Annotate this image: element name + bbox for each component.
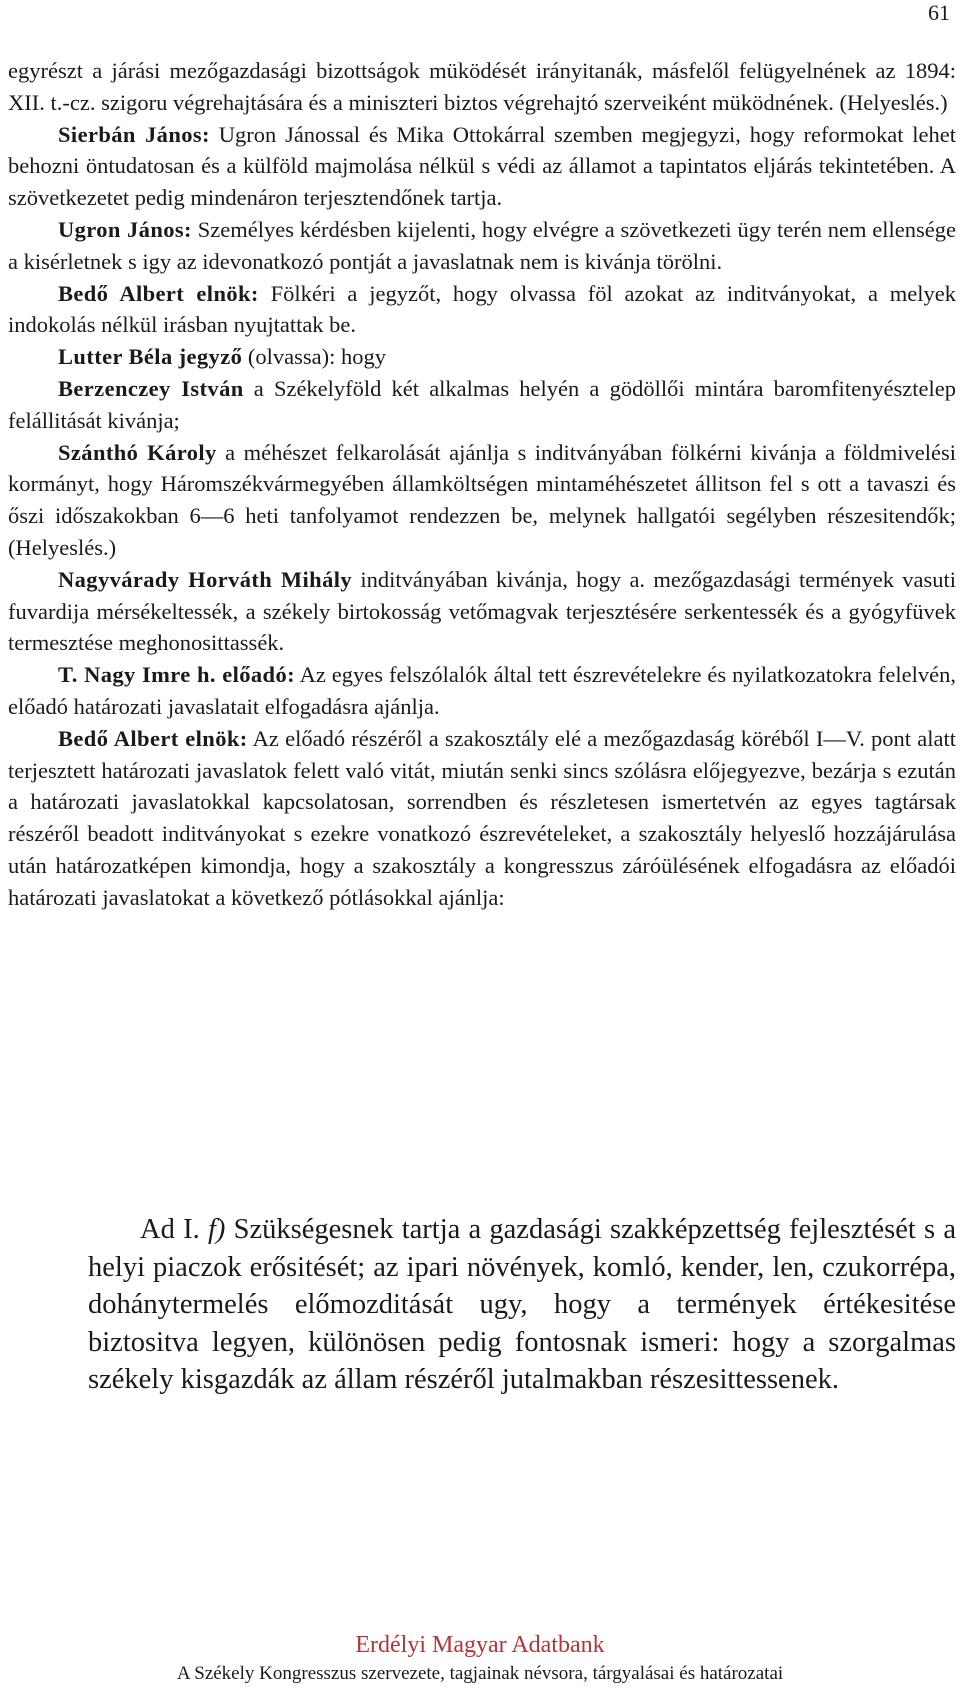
- resolution-text: Szükségesnek tartja a gazdasági szakképzettség fejlesztését s a helyi piaczok erősitését; az ipari növények, komló, kender, len, czukorrépa, dohánytermelés előmozditását ugy, hogy a termények értékesitése biztositva legyen, különösen pedig fontosnak ismeri: hogy a szorgalmas székely kisgazdák az állam részéről jutalmakban részesittessenek.: [88, 1214, 956, 1395]
- page-number: 61: [928, 0, 950, 25]
- paragraph: [8, 341, 956, 373]
- resolution-paragraph: [88, 1211, 956, 1399]
- paragraph: [8, 723, 956, 914]
- paragraph: [8, 564, 956, 659]
- speaker-name: Bedő Albert elnök:: [58, 280, 259, 306]
- paragraph-text: Ugron Jánossal és Mika Ottokárral szemben megjegyzi, hogy reformokat lehet behozni öntudatosan és a külföld majmolása nélkül s védi az államot a tapintatos eljárás tekintetében. A szövetkezetet pedig mindenáron terjesztendőnek tartja.: [8, 121, 956, 211]
- paragraph: [8, 659, 956, 723]
- speaker-name: Lutter Béla jegyző: [58, 344, 243, 370]
- resolution-item-letter: f): [207, 1214, 226, 1245]
- paragraph: [8, 373, 956, 437]
- resolution-prefix: Ad I.: [140, 1214, 208, 1245]
- footer-site-name: Erdélyi Magyar Adatbank: [355, 1632, 605, 1658]
- paragraph: [8, 119, 956, 214]
- paragraph-text: inditványában kivánja, hogy a. mezőgazdasági termények vasuti fuvardija mérsékeltessék, a székely birtokosság vetőmagvak terjesztésére serkentessék és a gyógyfüvek termesztése meghonosittassék.: [8, 566, 956, 656]
- paragraph: [8, 214, 956, 278]
- body-text: [8, 55, 956, 914]
- paragraph: [8, 278, 956, 342]
- paragraph-text: a méhészet felkarolását ajánlja s inditványában fölkérni kivánja a földmivelési kormányt, hogy Háromszékvármegyében államköltségen mintaméhészetet állitson fel s ott a tavaszi és őszi időszakokban 6—6 heti tanfolyamot rendezzen be, melynek hallgatói segélyben részesitendők; (Helyeslés.): [8, 439, 957, 560]
- paragraph-text: Fölkéri a jegyzőt, hogy olvassa föl azokat az inditványokat, a melyek indokolás nélkül irásban nyujtattak be.: [8, 280, 957, 338]
- paragraph-text: (olvassa): hogy: [242, 344, 386, 370]
- paragraph: [8, 437, 956, 564]
- paragraph: [8, 55, 956, 119]
- paragraph-text: Az egyes felszólalók által tett észrevételekre és nyilatkozatokra felelvén, előadó határozati javaslatait elfogadásra ajánlja.: [8, 662, 956, 719]
- speaker-name: T. Nagy Imre h. előadó:: [58, 662, 295, 688]
- paragraph-text: Az előadó részéről a szakosztály elé a mezőgazdaság köréből I—V. pont alatt terjesztett határozati javaslatok felett való vitát, miután senki sincs szólásra előjegyezve, bezárja s ezután a határozati javaslatokkal kapcsolatosan, sorrendben és részletesen ismertetvén az egyes tagtársak részéről beadott inditványokat s ezekre vonatkozó észrevételeket, a szakosztály helyeslő hozzájárulása után határozatképen kimondja, hogy a szakosztály a kongresszus záróülésének elfogadásra az előadói határozati javaslatokat a következő pótlásokkal ajánlja:: [8, 725, 957, 910]
- speaker-name: Sierbán János:: [58, 121, 210, 147]
- speaker-name: Ugron János:: [58, 216, 192, 242]
- speaker-name: Berzenczey István: [58, 375, 244, 401]
- speaker-name: Bedő Albert elnök:: [58, 725, 248, 751]
- paragraph-text: a Székelyföld két alkalmas helyén a gödöllői mintára baromfitenyésztelep felállitását kivánja;: [8, 375, 957, 433]
- resolution-block: [88, 1211, 956, 1399]
- footer-document-title: A Székely Kongresszus szervezete, tagjainak névsora, tárgyalásai és határozatai: [176, 1663, 784, 1684]
- speaker-name: Nagyvárady Horváth Mihály: [58, 566, 353, 592]
- paragraph-text: Személyes kérdésben kijelenti, hogy elvégre a szövetkezeti ügy terén nem ellensége a kisérletnek s igy az idevonatkozó pontját a javaslatnak nem is kivánja törölni.: [8, 216, 956, 274]
- speaker-name: Szánthó Károly: [58, 439, 217, 465]
- paragraph-text: egyrészt a járási mezőgazdasági bizottságok müködését irányitanák, másfelől felügyelnének az 1894: XII. t.-cz. szigoru végrehajtására és a miniszteri biztos végrehajtó szerveiként müködnének. (Helyeslés.): [8, 58, 956, 115]
